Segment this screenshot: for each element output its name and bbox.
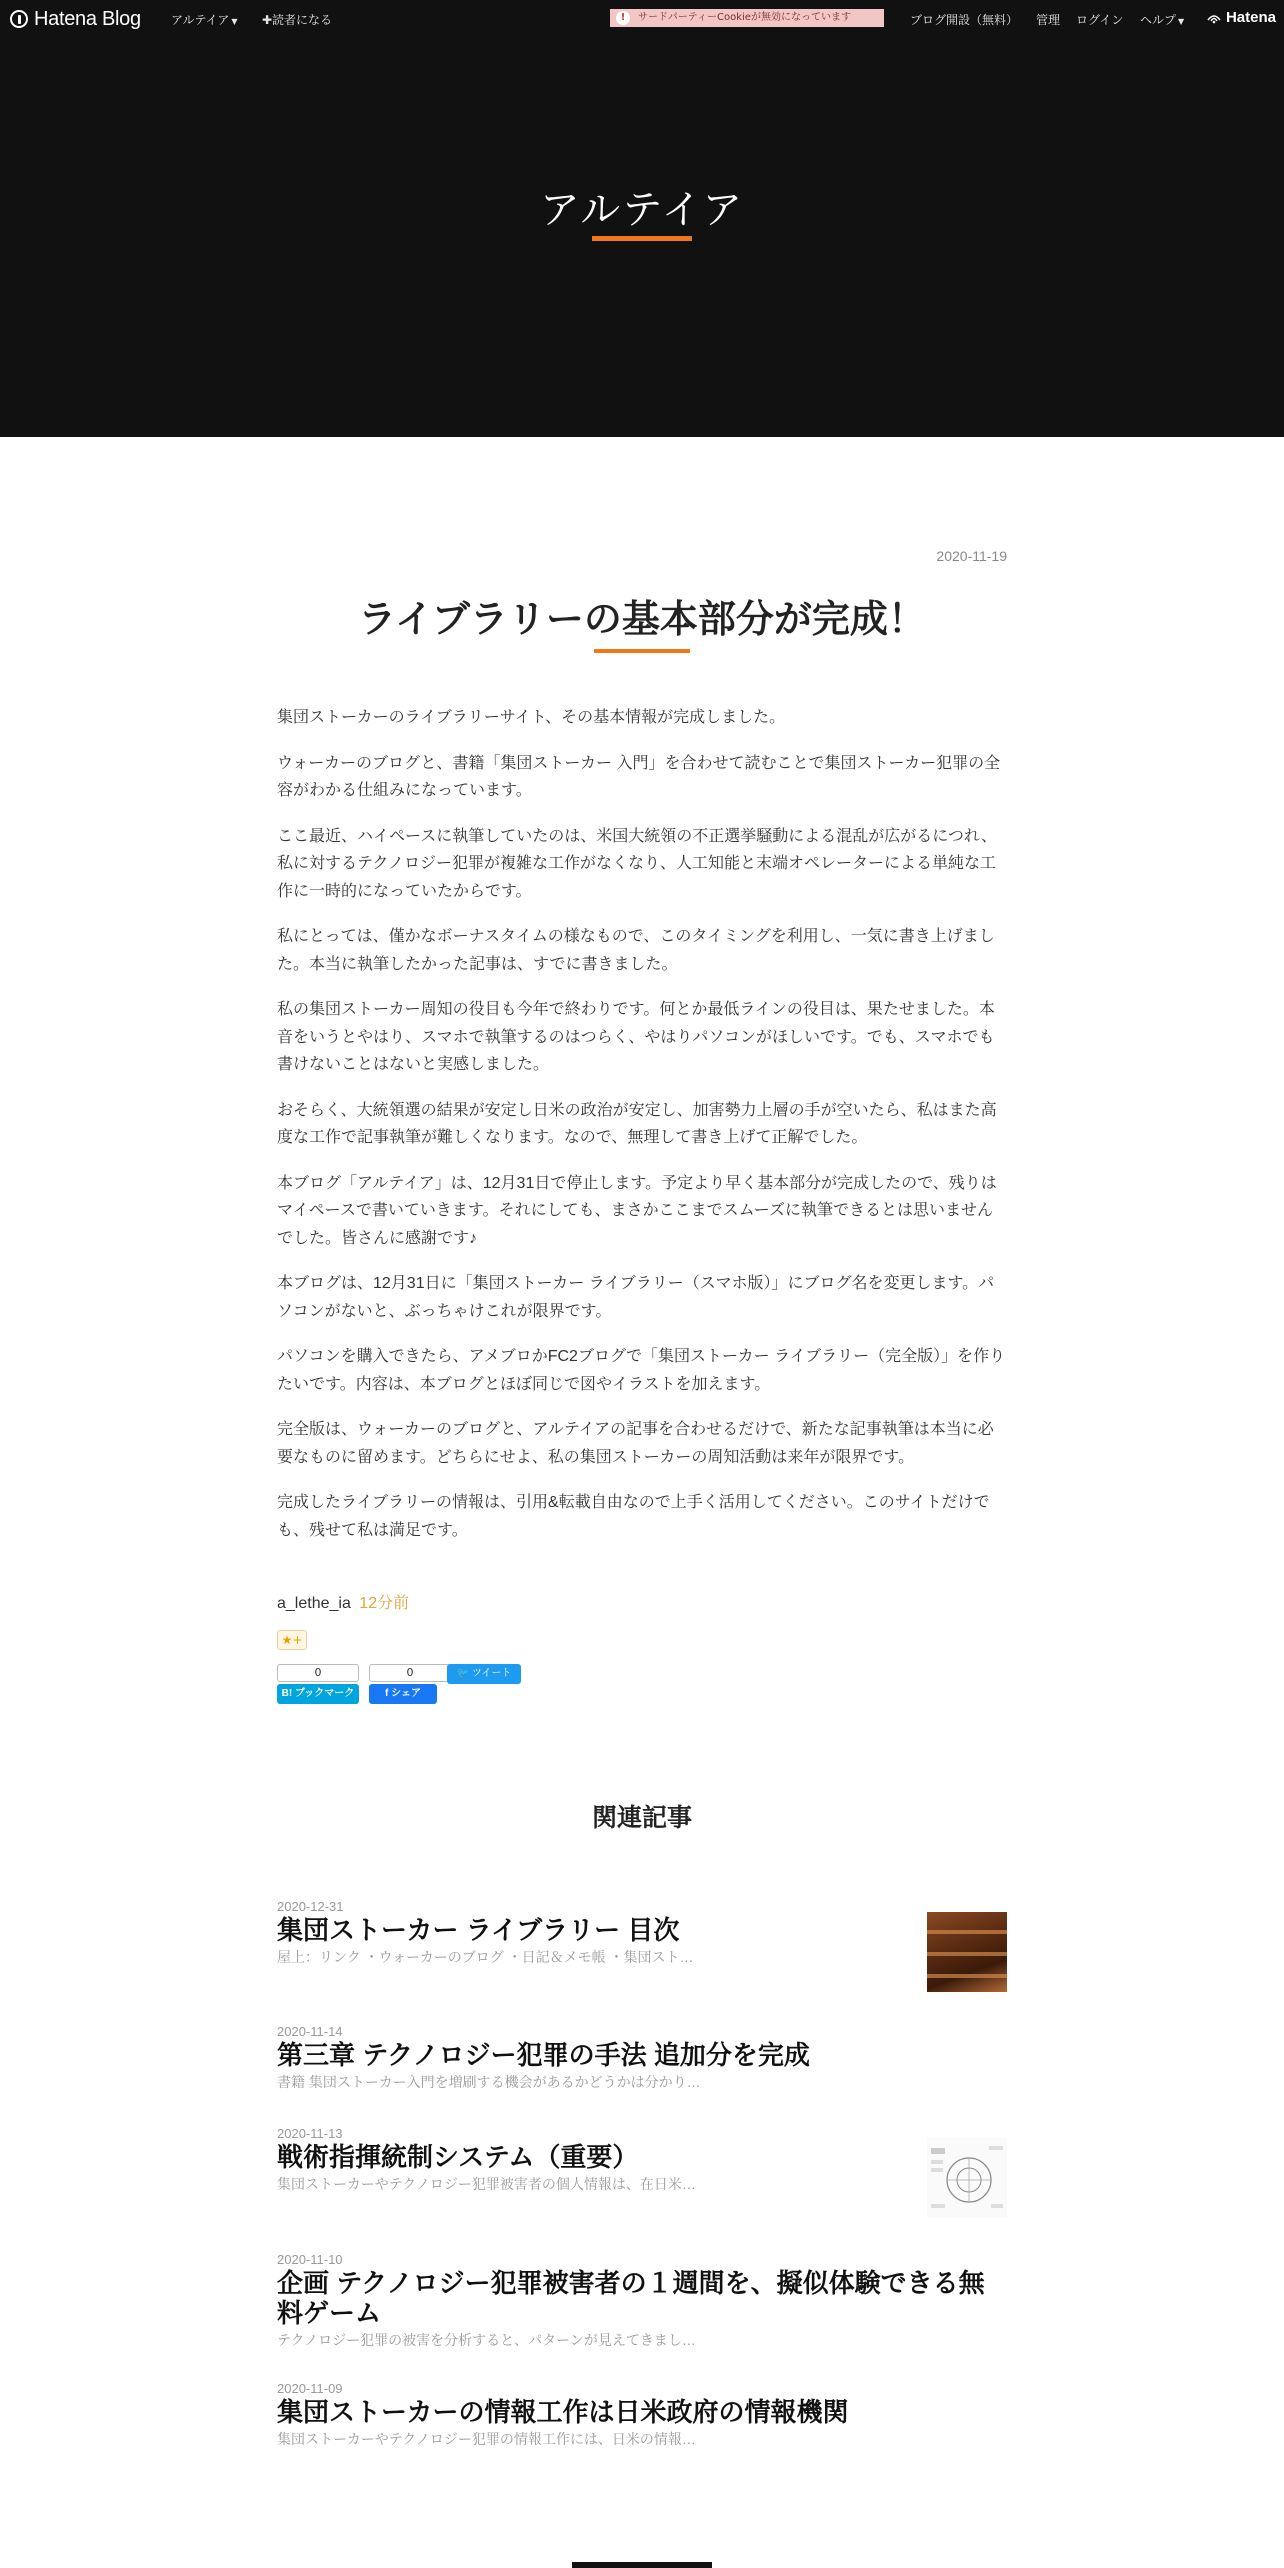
hatena-blog-logo-text: Hatena Blog <box>34 7 141 30</box>
entry-paragraph: 本ブログ「アルテイア」は、12月31日で停止します。予定より早く基本部分が完成したので、残りはマイペースで書いていきます。それにしても、まさかここまでスムーズに執筆できるとは思いませんでした。皆さんに感謝です♪ <box>277 1174 997 1247</box>
related-entry-date: 2020-11-14 <box>277 2024 343 2039</box>
entry-paragraph: 完全版は、ウォーカーのブログと、アルテイアの記事を合わせるだけで、新たな記事執筆は本当に必要なものに留めます。どちらにせよ、私の集団ストーカーの周知活動は来年が限界です。 <box>277 1421 994 1466</box>
related-entry-thumbnail[interactable] <box>927 2138 1007 2218</box>
info-icon: ! <box>616 11 630 25</box>
related-entry-title[interactable]: 集団ストーカーの情報工作は日米政府の情報機関 <box>277 2397 849 2427</box>
blog-title-underline <box>592 236 692 241</box>
related-entry[interactable] <box>277 2126 1007 2194</box>
author-link[interactable]: a_lethe_ia <box>277 1595 351 1612</box>
login-link[interactable] <box>1076 11 1123 28</box>
related-entry-title[interactable]: 企画 テクノロジー犯罪被害者の１週間を、擬似体験できる無料ゲーム <box>277 2268 985 2328</box>
related-entry-title[interactable]: 第三章 テクノロジー犯罪の手法 追加分を完成 <box>277 2040 810 2070</box>
manage-label: 管理 <box>1036 13 1061 27</box>
entry-title[interactable]: ライブラリーの基本部分が完成！ <box>358 599 926 641</box>
entry-time-link[interactable]: 12分前 <box>359 1595 410 1612</box>
facebook-count[interactable]: 0 <box>369 1664 451 1682</box>
related-entry-excerpt: 集団ストーカーやテクノロジー犯罪被害者の個人情報は、在日米… <box>277 2176 696 2192</box>
caret-down-icon: ▼ <box>1178 17 1185 26</box>
related-entry-excerpt: 集団ストーカーやテクノロジー犯罪の情報工作には、日米の情報… <box>277 2431 696 2447</box>
facebook-share-label: シェア <box>391 1688 421 1699</box>
related-entry-date: 2020-12-31 <box>277 1899 344 1914</box>
blog-menu-label: アルテイア <box>171 13 230 27</box>
related-entry-date: 2020-11-10 <box>277 2252 343 2267</box>
entry-paragraph: 完成したライブラリーの情報は、引用&転載自由なので上手く活用してください。このサイトだけでも、残せて私は満足です。 <box>277 1494 990 1539</box>
subscribe-label: ✚読者になる <box>262 13 333 27</box>
entry-paragraph: 私にとっては、僅かなボーナスタイムの様なもので、このタイミングを利用し、一気に書き上げました。本当に執筆したかった記事は、すでに書きました。 <box>277 928 995 973</box>
cookie-warning-text: サードパーティーCookieが無効になっています <box>638 12 851 23</box>
subscribe-button[interactable] <box>262 11 332 28</box>
related-entry[interactable] <box>277 2252 1007 2350</box>
related-entry-title[interactable]: 戦術指揮統制システム（重要） <box>277 2142 639 2172</box>
caret-down-icon: ▼ <box>231 17 238 26</box>
manage-link[interactable] <box>1036 11 1060 28</box>
entry-paragraph: 私の集団ストーカー周知の役目も今年で終わりです。何とか最低ラインの役目は、果たせました。本音をいうとやはり、スマホで執筆するのはつらく、やはりパソコンがほしいです。でも、スマホでも書けないことはないと実感しました。 <box>277 1001 995 1073</box>
open-blog-link[interactable] <box>910 11 1018 28</box>
add-star-button[interactable] <box>277 1630 307 1650</box>
star-icon: ★+ <box>281 1633 303 1647</box>
blog-title[interactable]: アルテイア <box>539 188 745 232</box>
entry-paragraph: ウォーカーのブログと、書籍「集団ストーカー 入門」を合わせて読むことで集団ストーカー犯罪の全容がわかる仕組みになっています。 <box>277 754 1001 799</box>
facebook-share-button[interactable] <box>369 1684 437 1704</box>
related-entry-excerpt: 屋上：リンク ・ウォーカーのブログ ・日記＆メモ帳 ・集団スト… <box>277 1949 694 1965</box>
related-entry-excerpt: テクノロジー犯罪の被害を分析すると、パターンが見えてきまし… <box>277 2332 696 2348</box>
blog-menu-dropdown[interactable] <box>171 11 237 28</box>
open-blog-label: ブログ開設（無料） <box>910 13 1019 27</box>
related-entry[interactable] <box>277 2381 1007 2449</box>
related-entry-date: 2020-11-13 <box>277 2126 343 2141</box>
entry-paragraph: 集団ストーカーのライブラリーサイト、その基本情報が完成しました。 <box>277 709 786 726</box>
related-entry-excerpt: 書籍 集団ストーカー入門を増刷する機会があるかどうかは分かり… <box>277 2074 701 2090</box>
related-entries-heading: 関連記事 <box>591 1804 692 1832</box>
diagram-thumbnail-icon <box>927 2138 1007 2218</box>
hatena-logo[interactable] <box>1206 9 1276 26</box>
bookmark-label: B! ブックマーク <box>281 1688 355 1699</box>
entry-title-underline <box>594 649 690 653</box>
entry-paragraph: パソコンを購入できたら、アメブロかFC2ブログで「集団ストーカー ライブラリー（完全版）」を作りたいです。内容は、本ブログとほぼ同じで図やイラストを加えます。 <box>277 1348 1006 1393</box>
hatena-bookmark-button[interactable] <box>277 1684 359 1704</box>
help-label: ヘルプ <box>1140 13 1177 27</box>
entry-paragraph: ここ最近、ハイペースに執筆していたのは、米国大統領の不正選挙騒動による混乱が広がるにつれ、私に対するテクノロジー犯罪が複雑な工作がなくなり、人工知能と末端オペレーターによる単純な工作に一時的になっていたからです。 <box>277 827 997 900</box>
hatena-logo-icon <box>1206 12 1222 24</box>
twitter-icon: 🐦 <box>456 1668 472 1679</box>
related-entry-date: 2020-11-09 <box>277 2381 343 2396</box>
entry-footer-author <box>277 1590 409 1613</box>
cookie-warning-banner[interactable] <box>610 9 884 27</box>
related-entry[interactable] <box>277 1899 1007 1967</box>
footer-bar <box>572 2562 712 2568</box>
entry-content <box>277 704 1007 1562</box>
tweet-button[interactable] <box>447 1664 521 1684</box>
entry-paragraph: 本ブログは、12月31日に「集団ストーカー ライブラリー（スマホ版）」にブログ名を変更します。パソコンがないと、ぶっちゃけこれが限界です。 <box>277 1275 995 1320</box>
facebook-icon: f <box>385 1688 392 1699</box>
login-label: ログイン <box>1076 13 1124 27</box>
help-dropdown[interactable] <box>1140 11 1184 28</box>
tweet-label: ツイート <box>471 1668 512 1679</box>
hatena-logo-text: Hatena <box>1225 9 1276 26</box>
related-entry[interactable] <box>277 2024 1007 2092</box>
hatena-blog-logo[interactable] <box>10 7 141 31</box>
global-header <box>0 0 1284 38</box>
related-entry-thumbnail[interactable] <box>927 1912 1007 1992</box>
related-entry-title[interactable]: 集団ストーカー ライブラリー 目次 <box>277 1915 680 1945</box>
entry-date[interactable]: 2020-11-19 <box>936 548 1007 564</box>
bookmark-count[interactable]: 0 <box>277 1664 359 1682</box>
blog-header <box>0 38 1284 437</box>
entry-paragraph: おそらく、大統領選の結果が安定し日米の政治が安定し、加害勢力上層の手が空いたら、私はまた高度な工作で記事執筆が難しくなります。なので、無理して書き上げて正解でした。 <box>277 1101 997 1146</box>
hatena-blog-logo-icon <box>10 10 28 28</box>
